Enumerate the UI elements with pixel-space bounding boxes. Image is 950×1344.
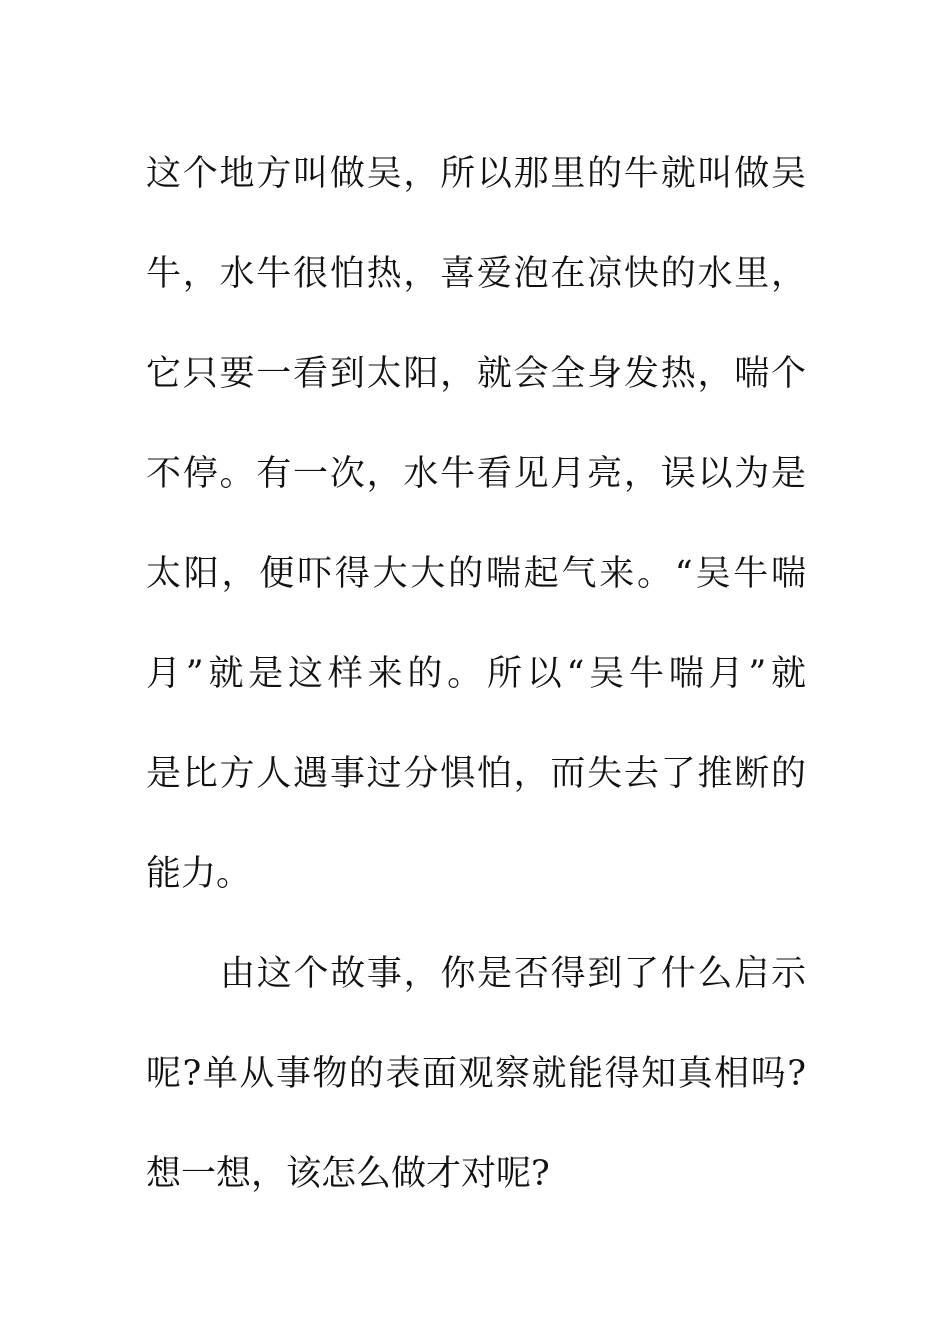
text-line: 这个地方叫做吴，所以那里的牛就叫做吴 xyxy=(146,154,806,194)
paragraph-1 xyxy=(146,124,806,924)
text-line: 能力。 xyxy=(146,854,252,894)
text-line: 是比方人遇事过分惧怕，而失去了推断的 xyxy=(146,754,806,794)
text-line: 它只要一看到太阳，就会全身发热，喘个 xyxy=(146,354,806,394)
text-line: 不停。有一次，水牛看见月亮，误以为是 xyxy=(146,454,806,494)
text-line: 月”就是这样来的。所以“吴牛喘月”就 xyxy=(146,654,806,694)
text-line: 由这个故事，你是否得到了什么启示 xyxy=(220,954,806,994)
text-line: 太阳，便吓得大大的喘起气来。“吴牛喘 xyxy=(146,554,806,594)
paragraph-2 xyxy=(146,924,806,1224)
text-line: 呢?单从事物的表面观察就能得知真相吗? xyxy=(146,1054,806,1094)
text-line: 想一想，该怎么做才对呢? xyxy=(146,1154,550,1194)
body-text xyxy=(146,124,806,1224)
text-line: 牛，水牛很怕热，喜爱泡在凉快的水里， xyxy=(146,254,806,294)
